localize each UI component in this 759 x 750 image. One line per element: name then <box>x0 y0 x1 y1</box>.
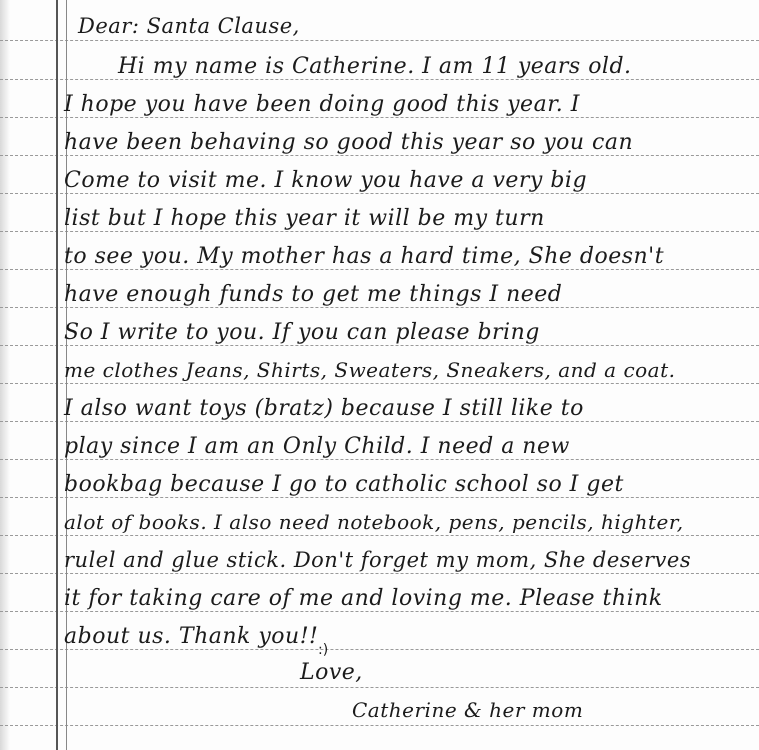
letter-line: alot of books. I also need notebook, pens, pencils, highter, <box>64 510 684 534</box>
letter-line: bookbag because I go to catholic school so I get <box>64 472 624 497</box>
ruled-line <box>0 155 759 156</box>
letter-line: list but I hope this year it will be my turn <box>64 206 545 231</box>
ruled-line <box>0 345 759 346</box>
ruled-line <box>0 421 759 422</box>
margin-line <box>56 0 58 750</box>
page-edge-shadow <box>0 0 10 750</box>
letter-line: it for taking care of me and loving me. Please think <box>64 586 663 611</box>
letter-line: Hi my name is Catherine. I am 11 years old. <box>118 54 632 79</box>
letter-line: play since I am an Only Child. I need a new <box>64 434 570 459</box>
ruled-line <box>0 611 759 612</box>
letter-signature: Catherine & her mom <box>352 698 584 722</box>
letter-line: to see you. My mother has a hard time, She doesn't <box>64 244 665 269</box>
letter-line: I also want toys (bratz) because I still like to <box>64 396 584 421</box>
letter-line: about us. Thank you!! <box>64 624 319 649</box>
ruled-line <box>0 79 759 80</box>
ruled-line <box>0 725 759 726</box>
ruled-line <box>0 269 759 270</box>
letter-closing: Love, <box>300 660 363 685</box>
ruled-line <box>0 117 759 118</box>
letter-greeting: Dear: Santa Clause, <box>78 14 300 38</box>
ruled-line <box>0 573 759 574</box>
ruled-line <box>0 231 759 232</box>
ruled-line <box>0 649 759 650</box>
letter-line: So I write to you. If you can please bring <box>64 320 540 345</box>
letter-line: Come to visit me. I know you have a very big <box>64 168 588 193</box>
ruled-line <box>0 383 759 384</box>
letter-line: rulel and glue stick. Don't forget my mom, She deserves <box>64 548 692 572</box>
ruled-line <box>0 687 759 688</box>
ruled-line <box>0 459 759 460</box>
ruled-line <box>0 193 759 194</box>
ruled-line <box>0 535 759 536</box>
ruled-line <box>0 307 759 308</box>
ruled-line <box>0 497 759 498</box>
letter-line: I hope you have been doing good this year. I <box>64 92 580 117</box>
ruled-line <box>0 40 759 41</box>
letter-line: have enough funds to get me things I need <box>64 282 563 307</box>
letter-line: me clothes Jeans, Shirts, Sweaters, Sneakers, and a coat. <box>64 358 676 382</box>
smiley-face: :) <box>318 642 329 658</box>
letter-line: have been behaving so good this year so you can <box>64 130 634 155</box>
